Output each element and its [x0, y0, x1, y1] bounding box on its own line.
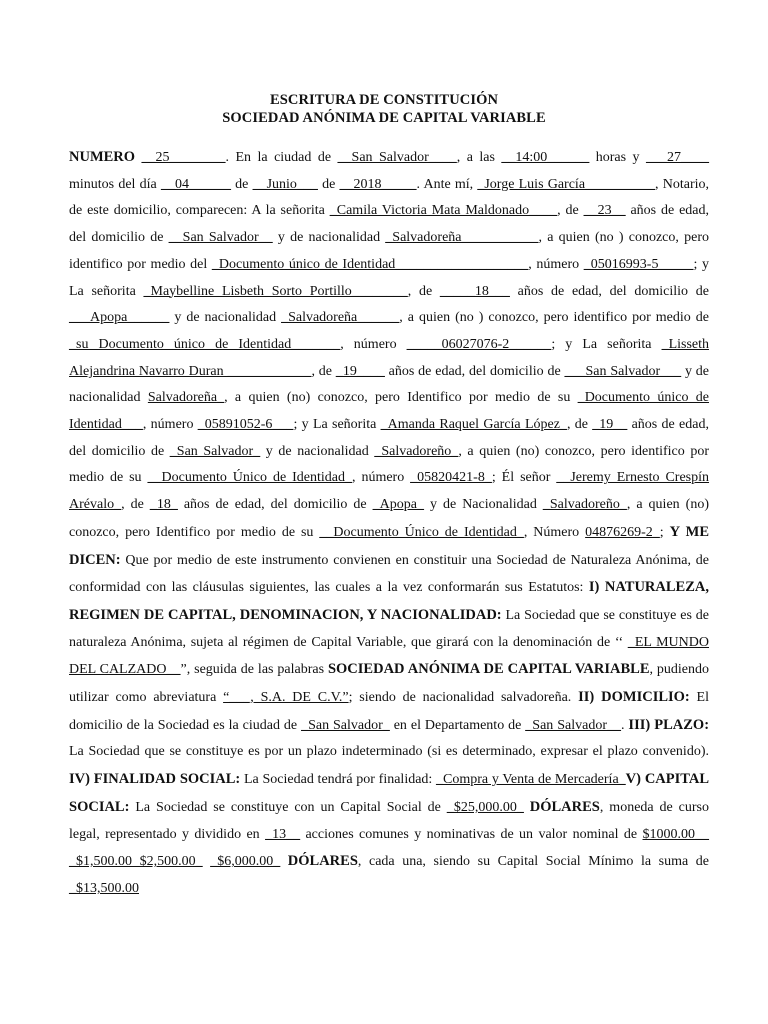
text-run: en el Departamento de — [389, 717, 526, 733]
text-run: , pudiendo utilizar como abreviatura — [69, 662, 710, 706]
filled-blank: _18_ — [149, 497, 178, 513]
text-run: , a quien (no) conozco, pero Identifico por medio de su — [224, 390, 578, 406]
text-run: años de edad, del domicilio de — [69, 203, 709, 246]
filled-blank: _San Salvador_ — [301, 717, 390, 733]
filled-blank: _Salvadoreña______ — [281, 310, 400, 326]
filled-blank: __Junio___ — [252, 176, 318, 192]
text-run: años de edad, del domicilio de — [384, 363, 565, 379]
filled-blank: _05891052-6___ — [197, 417, 294, 433]
text-run: ; Él señor — [491, 470, 557, 486]
filled-blank: _$6,000.00_ — [210, 854, 281, 870]
filled-blank: _Documento único de Identidad___ — [69, 390, 709, 433]
bold-heading-run: II) DOMICILIO: — [578, 689, 690, 706]
filled-blank: __Documento Único de Identidad_ — [319, 524, 524, 540]
text-run: años de edad, del domicilio de — [177, 497, 373, 513]
text-run: , de — [121, 497, 150, 513]
document-title: ESCRITURA DE CONSTITUCIÓN — [269, 92, 499, 108]
text-run: y de Nacionalidad — [423, 497, 543, 513]
filled-blank: _Documento único de Identidad___________________ — [211, 256, 529, 272]
text-run: La Sociedad se constituye con un Capital Social de — [129, 799, 447, 815]
filled-blank: __14:00______ — [501, 150, 590, 165]
text-run: , de — [407, 283, 440, 299]
text-run: horas y — [589, 150, 647, 165]
text-run — [280, 854, 288, 869]
text-run: ”, seguida de las palabras — [180, 662, 328, 678]
filled-blank: __23__ — [583, 203, 626, 219]
text-run: de — [317, 176, 340, 192]
filled-blank: $1000.00__ — [642, 826, 709, 842]
filled-blank: _____18___ — [439, 283, 510, 299]
text-run: y de nacionalidad — [169, 310, 282, 326]
text-run: de — [230, 176, 253, 192]
filled-blank: __Jeremy Ernesto Crespín Arévalo_ — [69, 470, 710, 513]
text-run: , número — [142, 417, 198, 433]
text-run: , de — [566, 417, 593, 433]
filled-blank: __San Salvador__ — [168, 230, 273, 246]
text-run: , Notario, de este domicilio, comparecen: A la señorita — [69, 176, 709, 219]
filled-blank: _05016993-5_____ — [583, 256, 694, 272]
text-run: minutos del día — [69, 176, 161, 192]
text-run: , número — [528, 256, 584, 272]
text-run: , Número — [523, 524, 586, 540]
bold-heading-run: III) PLAZO: — [628, 716, 710, 733]
text-run: , cada una, siendo su Capital Social Mínimo la suma de — [357, 854, 710, 870]
text-run: , número — [352, 470, 411, 486]
filled-blank: ___San Salvador___ — [564, 363, 682, 379]
text-run: La Sociedad que se constituye es de naturaleza Anónima, sujeta al régimen de Capital Variable, que girará con la denominación de ‘‘ — [69, 607, 709, 650]
filled-blank: _____06027076-2______ — [406, 336, 552, 352]
text-run: , a quien (no) conozco, pero identifico por medio de su — [69, 443, 709, 486]
filled-blank: __Documento Único de Identidad_ — [147, 470, 352, 486]
filled-blank: ___Apopa______ — [69, 310, 170, 326]
bold-heading-run: IV) FINALIDAD SOCIAL: — [69, 771, 241, 788]
filled-blank: _Apopa_ — [372, 497, 424, 513]
filled-blank: _Compra y Venta de Mercadería_ — [436, 772, 626, 788]
filled-blank: __2018_____ — [339, 176, 417, 192]
bold-heading-run: NUMERO — [69, 149, 136, 165]
filled-blank: _EL MUNDO DEL CALZADO__ — [69, 634, 709, 678]
filled-blank: _Jorge Luis García__________ — [477, 176, 656, 192]
filled-blank: ___27____ — [646, 150, 710, 165]
filled-blank: _19____ — [335, 363, 385, 379]
filled-blank: _Maybelline Lisbeth Sorto Portillo________ — [143, 283, 408, 299]
bold-heading-run: Y ME DICEN: — [69, 523, 709, 568]
filled-blank: Salvadoreña_ — [147, 390, 225, 406]
text-run: La Sociedad tendrá por finalidad: — [240, 772, 437, 788]
text-run: y de nacionalidad — [69, 363, 709, 406]
filled-blank: _Salvadoreño_ — [374, 443, 459, 459]
filled-blank: _$1,500.00 $2,500.00_ — [69, 854, 203, 870]
text-run: . — [620, 717, 629, 733]
bold-heading-run: SOCIEDAD ANÓNIMA DE CAPITAL VARIABLE — [327, 661, 650, 678]
filled-blank: _su Documento único de Identidad_______ — [69, 336, 341, 352]
text-run: años de edad, del domicilio de — [69, 417, 709, 459]
filled-blank: _19__ — [592, 417, 628, 433]
filled-blank: _Amanda Raquel García López_ — [380, 417, 567, 433]
text-run: , a quien (no ) conozco, pero identifico por medio de — [399, 310, 709, 326]
bold-heading-run: DÓLARES — [287, 853, 358, 870]
text-run: ; y La señorita — [69, 256, 709, 299]
bold-heading-run: V) CAPITAL SOCIAL: — [69, 771, 709, 815]
filled-blank: 04876269-2_ — [585, 524, 660, 540]
text-run: , a las — [456, 150, 502, 165]
text-run: y de nacionalidad — [260, 443, 375, 459]
text-run: acciones comunes y nominativas de un valor nominal de — [300, 826, 643, 842]
filled-blank: _$25,000.00_ — [446, 799, 524, 815]
filled-blank: __04______ — [160, 176, 231, 192]
text-run: ; y La señorita — [293, 417, 381, 433]
text-run: , de — [557, 203, 584, 219]
filled-blank: _05820421-8_ — [410, 470, 492, 486]
text-run: , número — [340, 336, 407, 352]
text-run: , a quien (no) conozco, pero Identifico por medio de su — [69, 497, 709, 540]
text-run: y de nacionalidad — [272, 230, 386, 246]
filled-blank: _13__ — [265, 826, 301, 842]
text-run: , moneda de curso legal, representado y dividido en — [69, 799, 710, 842]
filled-blank: _Salvadoreño_ — [542, 497, 627, 513]
text-run: El domicilio de la Sociedad es la ciudad de — [69, 690, 709, 733]
text-run: , a quien (no ) conozco, pero identifico por medio del — [69, 230, 709, 272]
deed-body-text — [69, 144, 709, 903]
filled-blank: _San Salvador_ — [169, 443, 261, 459]
text-run: Que por medio de este instrumento convienen en constituir una Sociedad de Naturaleza Anónima, de conformidad con las cláusulas siguientes, las cuales a la vez conformarán sus Estatutos: — [69, 552, 709, 596]
text-run: . Ante mí, — [416, 176, 478, 192]
filled-blank: _Salvadoreña___________ — [385, 230, 539, 246]
filled-blank: __San Salvador____ — [337, 150, 457, 165]
filled-blank: “___, S.A. DE C.V.” — [223, 690, 349, 706]
filled-blank: _Lisseth Alejandrina Navarro Duran ____________ — [69, 336, 710, 379]
text-run: ; y La señorita — [551, 336, 662, 352]
filled-blank: _San Salvador__ — [525, 717, 621, 733]
text-run: . En la ciudad de — [225, 150, 338, 165]
text-run: años de edad, del domicilio de — [509, 283, 709, 299]
filled-blank: _$13,500.00 — [69, 880, 139, 896]
bold-heading-run: I) NATURALEZA, REGIMEN DE CAPITAL, DENOMINACION, Y NACIONALIDAD: — [69, 579, 709, 623]
bold-heading-run: DÓLARES — [529, 798, 600, 815]
filled-blank: __25________ — [141, 150, 226, 165]
document-subtitle: SOCIEDAD ANÓNIMA DE CAPITAL VARIABLE — [222, 110, 546, 126]
text-run: ; — [659, 524, 670, 540]
text-run: , de — [311, 363, 336, 379]
text-run: ; siendo de nacionalidad salvadoreña. — [348, 690, 579, 706]
text-run: La Sociedad que se constituye es por un plazo indeterminado (si es determinado, expresar el plazo convenido). — [69, 744, 709, 760]
filled-blank: _Camila Victoria Mata Maldonado____ — [329, 203, 558, 219]
